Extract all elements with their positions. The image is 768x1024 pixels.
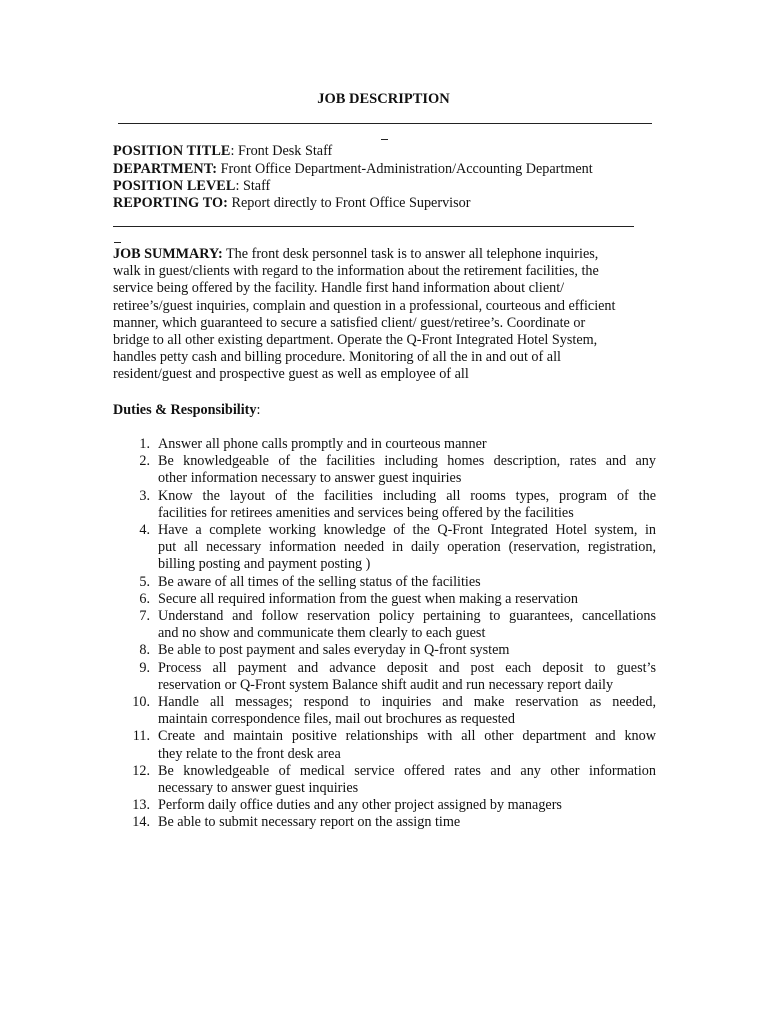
duty-text: Answer all phone calls promptly and in courteous manner [158, 436, 487, 452]
job-summary [113, 246, 635, 384]
summary-line: retiree’s/guest inquiries, complain and question in a professional, courteous and efficient [113, 297, 616, 314]
duty-number: 3. [139, 487, 150, 504]
summary-line: manner, which guaranteed to secure a satisfied client/ guest/retiree’s. Coordinate or [113, 314, 586, 331]
field-department [113, 161, 593, 178]
duty-text: Create and maintain positive relationships with all other department and know [158, 728, 656, 745]
duty-item [113, 522, 656, 574]
duty-text: Be knowledgeable of medical service offered rates and any other information [158, 762, 656, 779]
duty-number: 6. [139, 590, 150, 607]
duty-item [113, 574, 656, 591]
duty-text: reservation or Q-Front system Balance shift audit and run necessary report daily [158, 676, 614, 693]
duty-number: 2. [139, 453, 150, 470]
duty-text: necessary to answer guest inquiries [158, 780, 359, 797]
document-title: JOB DESCRIPTION [317, 91, 450, 107]
summary-line: walk in guest/clients with regard to the information about the retirement facilities, the [113, 263, 599, 280]
duty-text: Process all payment and advance deposit and post each deposit to guest’s [158, 659, 656, 676]
duty-number: 1. [139, 436, 150, 452]
duty-text: billing posting and payment posting ) [158, 556, 371, 573]
duty-item [113, 453, 656, 487]
duty-item [113, 608, 656, 642]
duty-text: Handle all messages; respond to inquiries and make reservation as needed, [158, 694, 656, 711]
divider-top-tick [381, 139, 388, 140]
duty-text: put all necessary information needed in daily operation (reservation, registration, [158, 539, 656, 556]
duty-number: 12. [132, 762, 150, 779]
summary-line: service being offered by the facility. Handle first hand information about client/ [113, 280, 565, 297]
summary-label: JOB SUMMARY: [113, 246, 223, 262]
duty-item [113, 642, 656, 659]
duty-item [113, 660, 656, 694]
field-reporting-to [113, 195, 470, 212]
duty-text: Know the layout of the facilities including all rooms types, program of the [158, 487, 656, 504]
duties-list [113, 436, 656, 832]
duty-item [113, 488, 656, 522]
duty-text: they relate to the front desk area [158, 745, 341, 762]
duty-text: Be able to submit necessary report on the assign time [158, 814, 461, 831]
summary-line: resident/guest and prospective guest as well as employee of all [113, 366, 469, 383]
duty-text: facilities for retirees amenities and services being offered by the facilities [158, 504, 574, 521]
field-value: Front Office Department-Administration/Accounting Department [217, 161, 593, 177]
field-value: Staff [239, 178, 271, 194]
field-separator: : [230, 143, 235, 159]
divider-top [118, 123, 652, 124]
duty-number: 4. [139, 522, 150, 539]
duty-item [113, 814, 656, 831]
duty-number: 9. [139, 659, 150, 676]
duty-text: other information necessary to answer guest inquiries [158, 470, 462, 487]
duty-item [113, 591, 656, 608]
divider-middle-tick [114, 242, 121, 243]
duty-text: Secure all required information from the guest when making a reservation [158, 590, 578, 607]
duty-text: and no show and communicate them clearly to each guest [158, 625, 486, 642]
field-position-title [113, 143, 332, 160]
duty-number: 10. [132, 694, 150, 711]
field-value: Front Desk Staff [234, 143, 333, 159]
field-label: DEPARTMENT: [113, 161, 218, 177]
duty-item [113, 694, 656, 728]
duty-text: Be able to post payment and sales everyday in Q-front system [158, 642, 510, 659]
duty-text: Perform daily office duties and any other project assigned by managers [158, 797, 562, 814]
field-value: Report directly to Front Office Supervisor [227, 195, 471, 211]
duty-number: 8. [139, 642, 150, 659]
duty-text: maintain correspondence files, mail out brochures as requested [158, 711, 515, 728]
duty-number: 5. [139, 573, 150, 590]
duties-heading-label: Duties & Responsibility [113, 402, 257, 418]
field-label: REPORTING TO: [113, 195, 228, 211]
field-separator: : [235, 178, 240, 194]
duty-text: Understand and follow reservation policy pertaining to guarantees, cancellations [158, 608, 656, 625]
duty-item [113, 728, 656, 762]
summary-line: handles petty cash and billing procedure. Monitoring of all the in and out of all [113, 349, 561, 366]
duties-heading [113, 402, 260, 419]
field-label: POSITION TITLE [113, 143, 231, 159]
duty-number: 7. [139, 608, 150, 625]
duty-number: 11. [132, 728, 150, 745]
duty-number: 13. [132, 797, 150, 814]
summary-line: JOB SUMMARY: The front desk personnel task is to answer all telephone inquiries, [113, 246, 599, 262]
duty-text: Have a complete working knowledge of the Q-Front Integrated Hotel system, in [158, 522, 656, 539]
field-position-level [113, 178, 270, 195]
duty-text: Be aware of all times of the selling status of the facilities [158, 573, 481, 590]
duties-heading-colon: : [256, 402, 261, 418]
duty-item [113, 436, 656, 453]
duty-item [113, 797, 656, 814]
summary-line: bridge to all other existing department. Operate the Q-Front Integrated Hotel System, [113, 332, 598, 349]
duty-text: Be knowledgeable of the facilities including homes description, rates and any [158, 453, 656, 470]
duty-item [113, 763, 656, 797]
divider-middle [113, 226, 634, 227]
field-label: POSITION LEVEL [113, 178, 236, 194]
duty-number: 14. [132, 814, 150, 831]
